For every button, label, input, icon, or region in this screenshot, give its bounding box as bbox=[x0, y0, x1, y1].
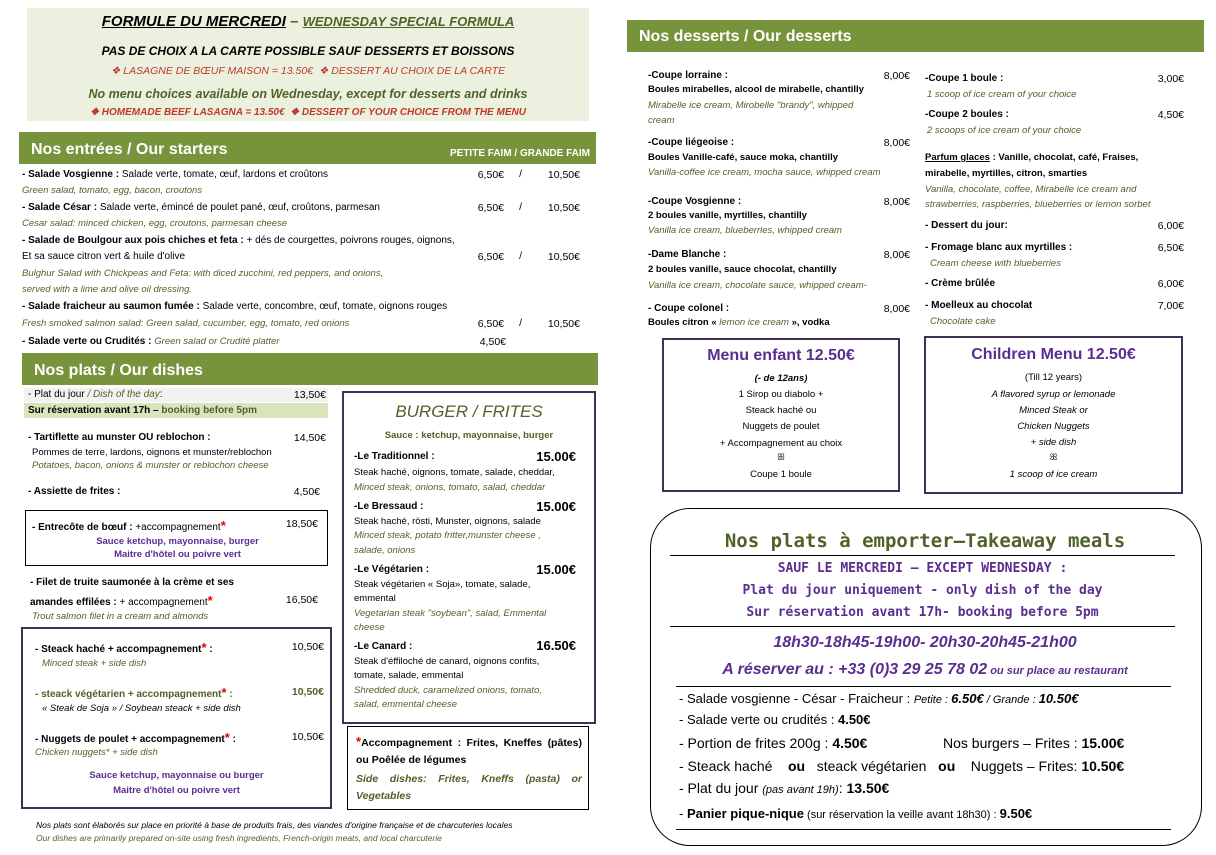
steack-vegetarien: - steack végétarien + accompagnement* : bbox=[35, 685, 233, 700]
takeaway-portion: - Portion de frites 200g : 4.50€ bbox=[679, 735, 868, 751]
starters-columns: PETITE FAIM / GRANDE FAIM bbox=[449, 148, 590, 159]
diamond-icon: ❖ bbox=[110, 65, 121, 77]
takeaway-plat-jour: - Plat du jour (pas avant 19h): 13.50€ bbox=[679, 780, 890, 796]
entrecote: - Entrecôte de bœuf : +accompagnement* bbox=[32, 518, 226, 533]
footnote-en: Our dishes are primarily prepared on-site using fresh ingredients, French-origin meats, and local charcuterie bbox=[36, 833, 442, 843]
dishes-header: Nos plats / Our dishes bbox=[22, 353, 598, 385]
starters-header: Nos entrées / Our starters PETITE FAIM / GRANDE FAIM bbox=[19, 132, 596, 164]
tartiflette: - Tartiflette au munster OU reblochon : bbox=[28, 432, 211, 443]
desserts-header: Nos desserts / Our desserts bbox=[627, 20, 1204, 52]
takeaway-title: Nos plats à emporter–Takeaway meals bbox=[724, 530, 1126, 552]
children-menu-title: Children Menu 12.50€ bbox=[971, 346, 1136, 363]
takeaway-times: 18h30-18h45-19h00- 20h30-20h45-21h00 bbox=[773, 634, 1077, 651]
formule-line1: PAS DE CHOIX A LA CARTE POSSIBLE SAUF DESSERTS ET BOISSONS bbox=[101, 44, 515, 58]
takeaway-burgers: Nos burgers – Frites : 15.00€ bbox=[943, 735, 1125, 751]
takeaway-phone: A réserver au : +33 (0)3 29 25 78 02 ou sur place au restaurant bbox=[722, 661, 1128, 678]
assiette-frites: - Assiette de frites : bbox=[28, 486, 121, 497]
formule-line2: ❖ LASAGNE DE BŒUF MAISON = 13.50€ ❖ DESSERT AU CHOIX DE LA CARTE bbox=[110, 65, 506, 77]
reservation-note: Sur réservation avant 17h – booking before 5pm bbox=[28, 405, 257, 416]
burger-title: BURGER / FRITES bbox=[395, 402, 543, 421]
sides-fr: *Accompagnement : Frites, Kneffes (pâtes) ou Poêlée de légumes bbox=[356, 734, 582, 766]
burger-sauce: Sauce : ketchup, mayonnaise, burger bbox=[384, 430, 554, 441]
takeaway-steack: - Steack haché ou steack végétarien ou Nuggets – Frites: 10.50€ bbox=[679, 758, 1125, 774]
nuggets-poulet: - Nuggets de poulet + accompagnement* : bbox=[35, 730, 236, 745]
takeaway-salades: - Salade vosgienne - César - Fraicheur : Petite : 6.50€ / Grande : 10.50€ bbox=[679, 691, 1079, 706]
steack-hache: - Steack haché + accompagnement* : bbox=[35, 640, 213, 655]
formule-title: FORMULE DU MERCREDI – WEDNESDAY SPECIAL FORMULA bbox=[101, 13, 515, 30]
filet-truite: - Filet de truite saumonée à la crème et ses bbox=[30, 577, 234, 588]
diamond-icon: ❖ bbox=[290, 107, 300, 118]
formule-title-fr: FORMULE DU MERCREDI bbox=[101, 13, 286, 30]
footnote-fr: Nos plats sont élaborés sur place en priorité à base de produits frais, des viandes d'origine française et de charcuteries locales bbox=[36, 820, 513, 830]
plat-du-jour: - Plat du jour / Dish of the day: bbox=[28, 389, 163, 400]
ornament-icon: ꕥ bbox=[776, 452, 786, 462]
ornament-icon: ꕥ bbox=[1049, 452, 1058, 462]
sides-en: Side dishes: Frites, Kneffs (pasta) or Vegetables bbox=[356, 773, 582, 802]
formule-title-en: WEDNESDAY SPECIAL FORMULA bbox=[302, 14, 515, 29]
takeaway-panier: - Panier pique-nique (sur réservation la veille avant 18h30) : 9.50€ bbox=[679, 806, 1033, 821]
takeaway-salade-verte: - Salade verte ou crudités : 4.50€ bbox=[679, 712, 871, 727]
diamond-icon: ❖ bbox=[318, 65, 329, 77]
formule-line3: No menu choices available on Wednesday, except for desserts and drinks bbox=[88, 87, 528, 101]
diamond-icon: ❖ bbox=[90, 107, 100, 118]
formule-line4: ❖ HOMEMADE BEEF LASAGNA = 13.50€ ❖ DESSERT OF YOUR CHOICE FROM THE MENU bbox=[90, 107, 526, 118]
menu-enfant-title: Menu enfant 12.50€ bbox=[707, 347, 855, 364]
